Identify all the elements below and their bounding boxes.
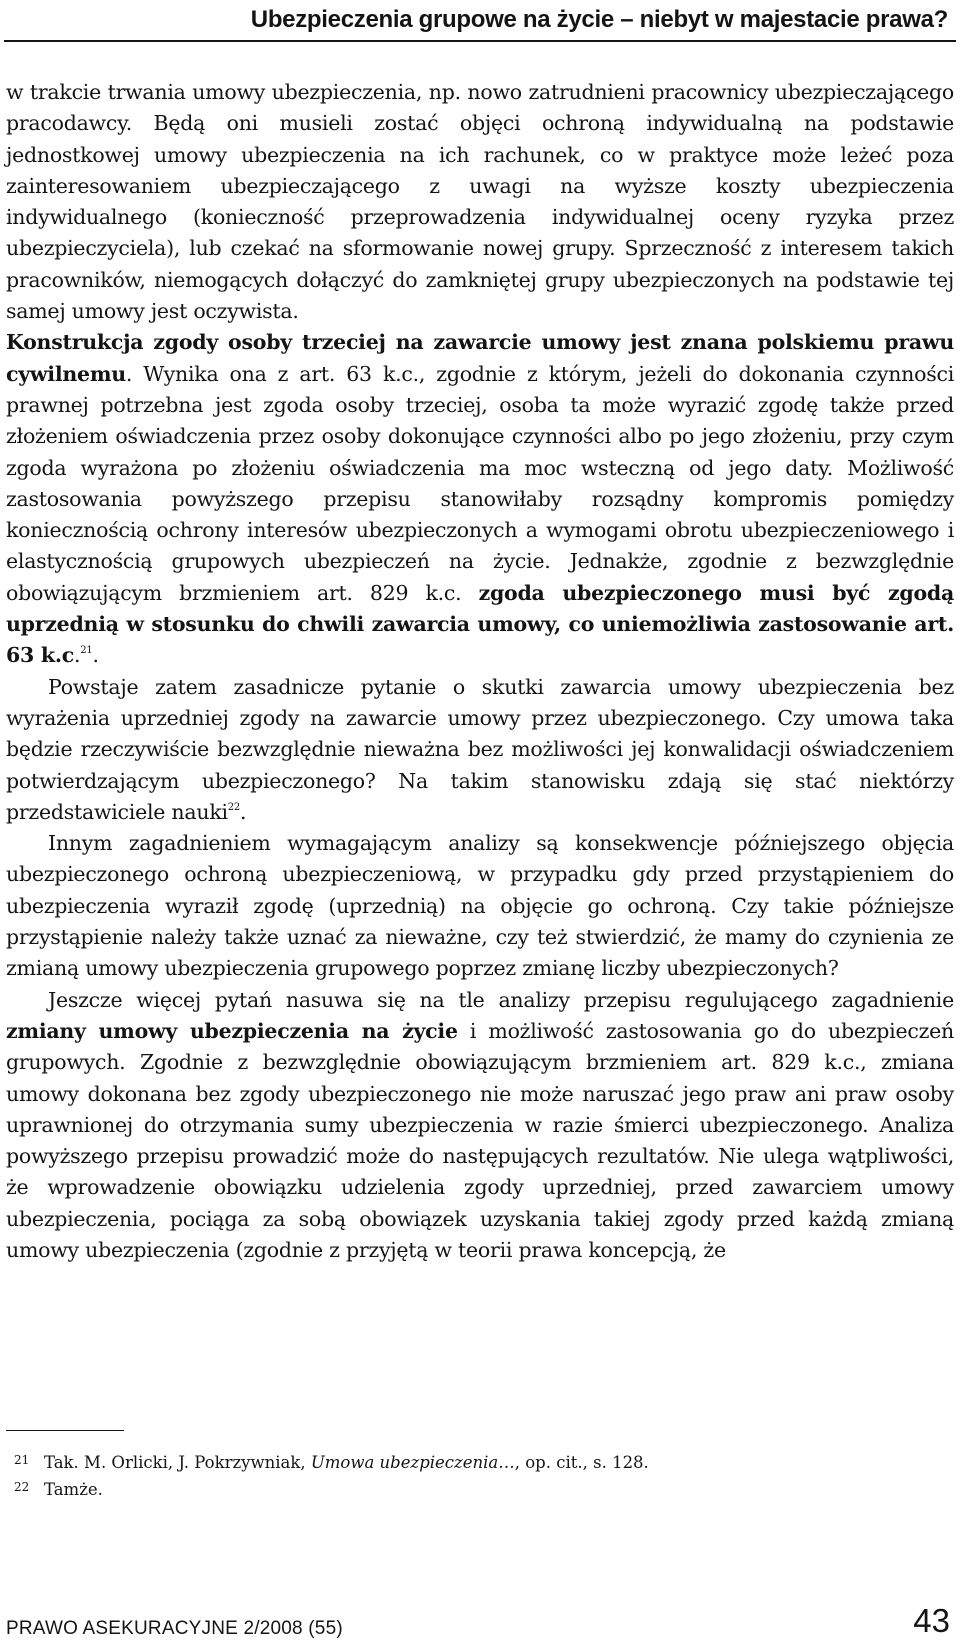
footnote-ref-21[interactable]: 21 bbox=[80, 645, 93, 657]
footnote-22 bbox=[14, 1475, 944, 1502]
paragraph-text: Jeszcze więcej pytań nasuwa się na tle analizy przepisu regulującego zagadnienie bbox=[48, 987, 954, 1012]
journal-name: PRAWO ASEKURACYJNE 2/2008 (55) bbox=[6, 1618, 343, 1639]
paragraph-5 bbox=[6, 985, 954, 1267]
footnote-text: Tak. M. Orlicki, J. Pokrzywniak, bbox=[44, 1453, 311, 1473]
paragraph-text: . Wynika ona z art. 63 k.c., zgodnie z którym, jeżeli do dokonania czynności prawnej potrzebna jest zgoda osoby trzeciej, osoba ta może wyrazić zgodę także przed złożeniem oświadczenia przez osoby dokonujące czynności albo po jego złożeniu, przy czym zgoda wyrażona po złożeniu oświadczenia ma moc wsteczną od jego daty. Możliwość zastosowania powyższego przepisu stanowiłaby rozsądny kompromis pomiędzy koniecznością ochrony interesów ubezpieczonych a wymogami obrotu ubezpieczeniowego i elastycznością grupowych ubezpieczeń na życie. Jednakże, zgodnie z bezwzględnie obowiązującym brzmieniem art. 829 k.c. bbox=[6, 361, 954, 605]
paragraph-2 bbox=[6, 327, 954, 671]
header-rule bbox=[4, 40, 956, 42]
footnote-separator bbox=[6, 1430, 124, 1431]
footnote-text: , op. cit., s. 128. bbox=[514, 1453, 649, 1473]
bold-phrase: zgoda ubezpieczonego musi być zgodą uprzednią w stosunku do chwili zawarcia umowy, co uniemożliwia zastosowanie art. 63 k.c bbox=[6, 580, 954, 668]
paragraph-3 bbox=[6, 672, 954, 828]
paragraph-4 bbox=[6, 828, 954, 984]
paragraph-text: . bbox=[240, 799, 247, 824]
footnote-text: Tamże. bbox=[44, 1480, 103, 1500]
bold-phrase: Konstrukcja zgody osoby trzeciej na zawarcie umowy jest znana polskiemu prawu cywilnemu bbox=[6, 330, 954, 386]
footnote-21 bbox=[14, 1448, 944, 1475]
footnote-number: 21 bbox=[14, 1453, 30, 1467]
paragraph-1 bbox=[6, 77, 954, 327]
page-number: 43 bbox=[913, 1602, 950, 1639]
paragraph-text: w trakcie trwania umowy ubezpieczenia, np. nowo zatrudnieni pracownicy ubezpieczającego pracodawcy. Będą oni musieli zostać objęci ochroną indywidualną na podstawie jednostkowej umowy ubezpieczenia na ich rachunek, co w praktyce może leżeć poza zainteresowaniem ubezpieczającego z uwagi na wyższe koszty ubezpieczenia indywidualnego (konieczność przeprowadzenia indywidualnej oceny ryzyka przez ubezpieczyciela), lub czekać na sformowanie nowej grupy. Sprzeczność z interesem takich pracowników, niemogących dołączyć do zamkniętej grupy ubezpieczonych na podstawie tej samej umowy jest oczywista. bbox=[6, 80, 954, 324]
paragraph-text: i możliwość zastosowania go do ubezpieczeń grupowych. Zgodnie z bezwzględnie obowiązującym brzmieniem art. 829 k.c., zmiana umowy dokonana bez zgody ubezpieczonego nie może naruszać jego praw ani praw osoby uprawnionej do otrzymania sumy ubezpieczenia w razie śmierci ubezpieczonego. Analiza powyższego przepisu prowadzić może do następujących rezultatów. Nie ulega wątpliwości, że wprowadzenie obowiązku udzielenia zgody uprzedniej, przed zawarciem umowy ubezpieczenia, pociąga za sobą obowiązek uzyskania takiej zgody przed każdą zmianą umowy ubezpieczenia (zgodnie z przyjętą w teorii prawa koncepcją, że bbox=[6, 1018, 954, 1262]
article-body bbox=[6, 77, 954, 1266]
footnote-ref-22[interactable]: 22 bbox=[227, 801, 241, 813]
footnotes bbox=[14, 1448, 944, 1502]
paragraph-text: Innym zagadnieniem wymagającym analizy są konsekwencje późniejszego objęcia ubezpieczonego ochroną ubezpieczeniową, w przypadku gdy przed przystąpieniem do ubezpieczenia wyraził zgodę (uprzednią) na objęcie go ochroną. Czy takie późniejsze przystąpienie należy także uznać za nieważne, czy też stwierdzić, że mamy do czynienia ze zmianą umowy ubezpieczenia grupowego poprzez zmianę liczby ubezpieczonych? bbox=[6, 831, 954, 981]
footnote-number: 22 bbox=[14, 1480, 30, 1495]
paragraph-text: . bbox=[74, 643, 81, 668]
paragraph-text: . bbox=[92, 643, 99, 668]
paragraph-text: Powstaje zatem zasadnicze pytanie o skutki zawarcia umowy ubezpieczenia bez wyrażenia uprzedniej zgody na zawarcie umowy przez ubezpieczonego. Czy umowa taka będzie rzeczywiście bezwzględnie nieważna bez możliwości jej konwalidacji oświadczeniem potwierdzającym ubezpieczonego? Na takim stanowisku zdają się stać niektórzy przedstawiciele nauki bbox=[6, 674, 954, 824]
footnote-title: Umowa ubezpieczenia… bbox=[310, 1453, 515, 1473]
bold-phrase: zmiany umowy ubezpieczenia na życie bbox=[6, 1018, 458, 1043]
running-header-title: Ubezpieczenia grupowe na życie – niebyt w majestacie prawa? bbox=[250, 6, 948, 33]
